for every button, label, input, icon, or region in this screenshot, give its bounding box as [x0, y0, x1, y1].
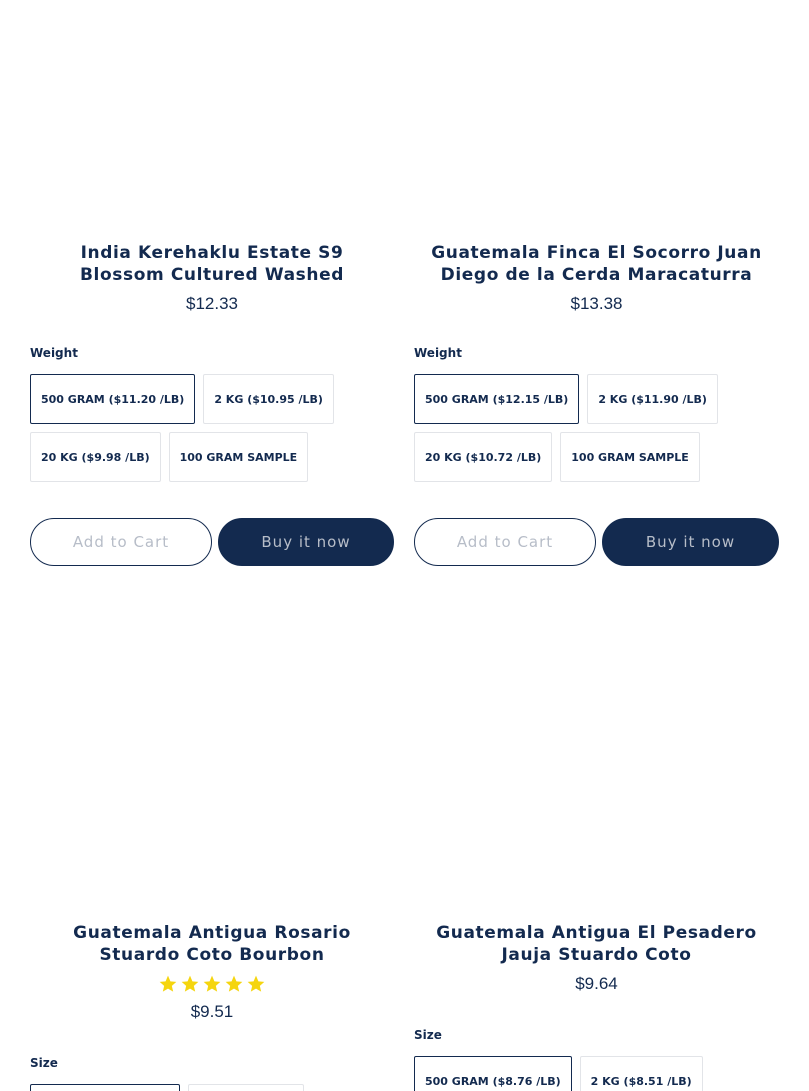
option-swatch[interactable]: 20 KG ($10.72 /LB) — [414, 432, 552, 482]
product-actions — [414, 518, 779, 566]
option-swatches — [414, 374, 779, 482]
product-price: $9.64 — [575, 974, 618, 993]
option-label: Weight — [30, 346, 78, 360]
option-swatch[interactable]: 100 GRAM SAMPLE — [560, 432, 700, 482]
rating-stars — [30, 974, 394, 996]
option-swatch[interactable]: 500 GRAM ($11.20 /LB) — [30, 374, 195, 424]
product-price: $9.51 — [190, 1002, 234, 1021]
option-label: Size — [30, 1056, 58, 1070]
product-card — [30, 580, 394, 1091]
product-price: $13.38 — [570, 294, 623, 313]
product-card — [30, 0, 394, 566]
option-swatch[interactable] — [30, 1084, 180, 1091]
option-swatch[interactable]: 100 GRAM SAMPLE — [169, 432, 309, 482]
option-swatch[interactable]: 20 KG ($9.98 /LB) — [30, 432, 161, 482]
product-title[interactable]: India Kerehaklu Estate S9 Blossom Cultured Washed — [80, 243, 344, 285]
product-card — [414, 0, 779, 566]
option-label: Size — [414, 1028, 442, 1042]
star-icon — [224, 974, 244, 994]
product-title[interactable]: Guatemala Finca El Socorro Juan Diego de la Cerda Maracaturra — [431, 243, 762, 285]
option-swatch[interactable]: 2 KG ($8.51 /LB) — [580, 1056, 703, 1091]
option-swatch[interactable]: 2 KG ($10.95 /LB) — [203, 374, 334, 424]
product-image[interactable] — [414, 0, 779, 230]
product-title[interactable]: Guatemala Antigua El Pesadero Jauja Stuardo Coto — [436, 923, 757, 965]
add-to-cart-button[interactable]: Add to Cart — [30, 518, 212, 566]
option-swatch[interactable]: 500 GRAM ($8.76 /LB) — [414, 1056, 572, 1091]
add-to-cart-button[interactable]: Add to Cart — [414, 518, 596, 566]
option-swatches — [414, 1056, 779, 1091]
product-actions — [30, 518, 394, 566]
option-swatch[interactable]: 2 KG ($11.90 /LB) — [587, 374, 718, 424]
product-image[interactable] — [30, 580, 394, 910]
product-image[interactable] — [414, 580, 779, 910]
buy-now-button[interactable]: Buy it now — [602, 518, 779, 566]
option-swatches — [30, 374, 394, 482]
product-card — [414, 580, 779, 1091]
option-label: Weight — [414, 346, 462, 360]
option-swatches — [30, 1084, 394, 1091]
star-icon — [180, 974, 200, 994]
star-icon — [202, 974, 222, 994]
star-icon — [158, 974, 178, 994]
buy-now-button[interactable]: Buy it now — [218, 518, 394, 566]
star-icon — [246, 974, 266, 994]
option-swatch[interactable] — [188, 1084, 304, 1091]
product-image[interactable] — [30, 0, 394, 230]
product-price: $12.33 — [186, 294, 238, 313]
product-title[interactable]: Guatemala Antigua Rosario Stuardo Coto Bourbon — [73, 923, 351, 965]
option-swatch[interactable]: 500 GRAM ($12.15 /LB) — [414, 374, 579, 424]
